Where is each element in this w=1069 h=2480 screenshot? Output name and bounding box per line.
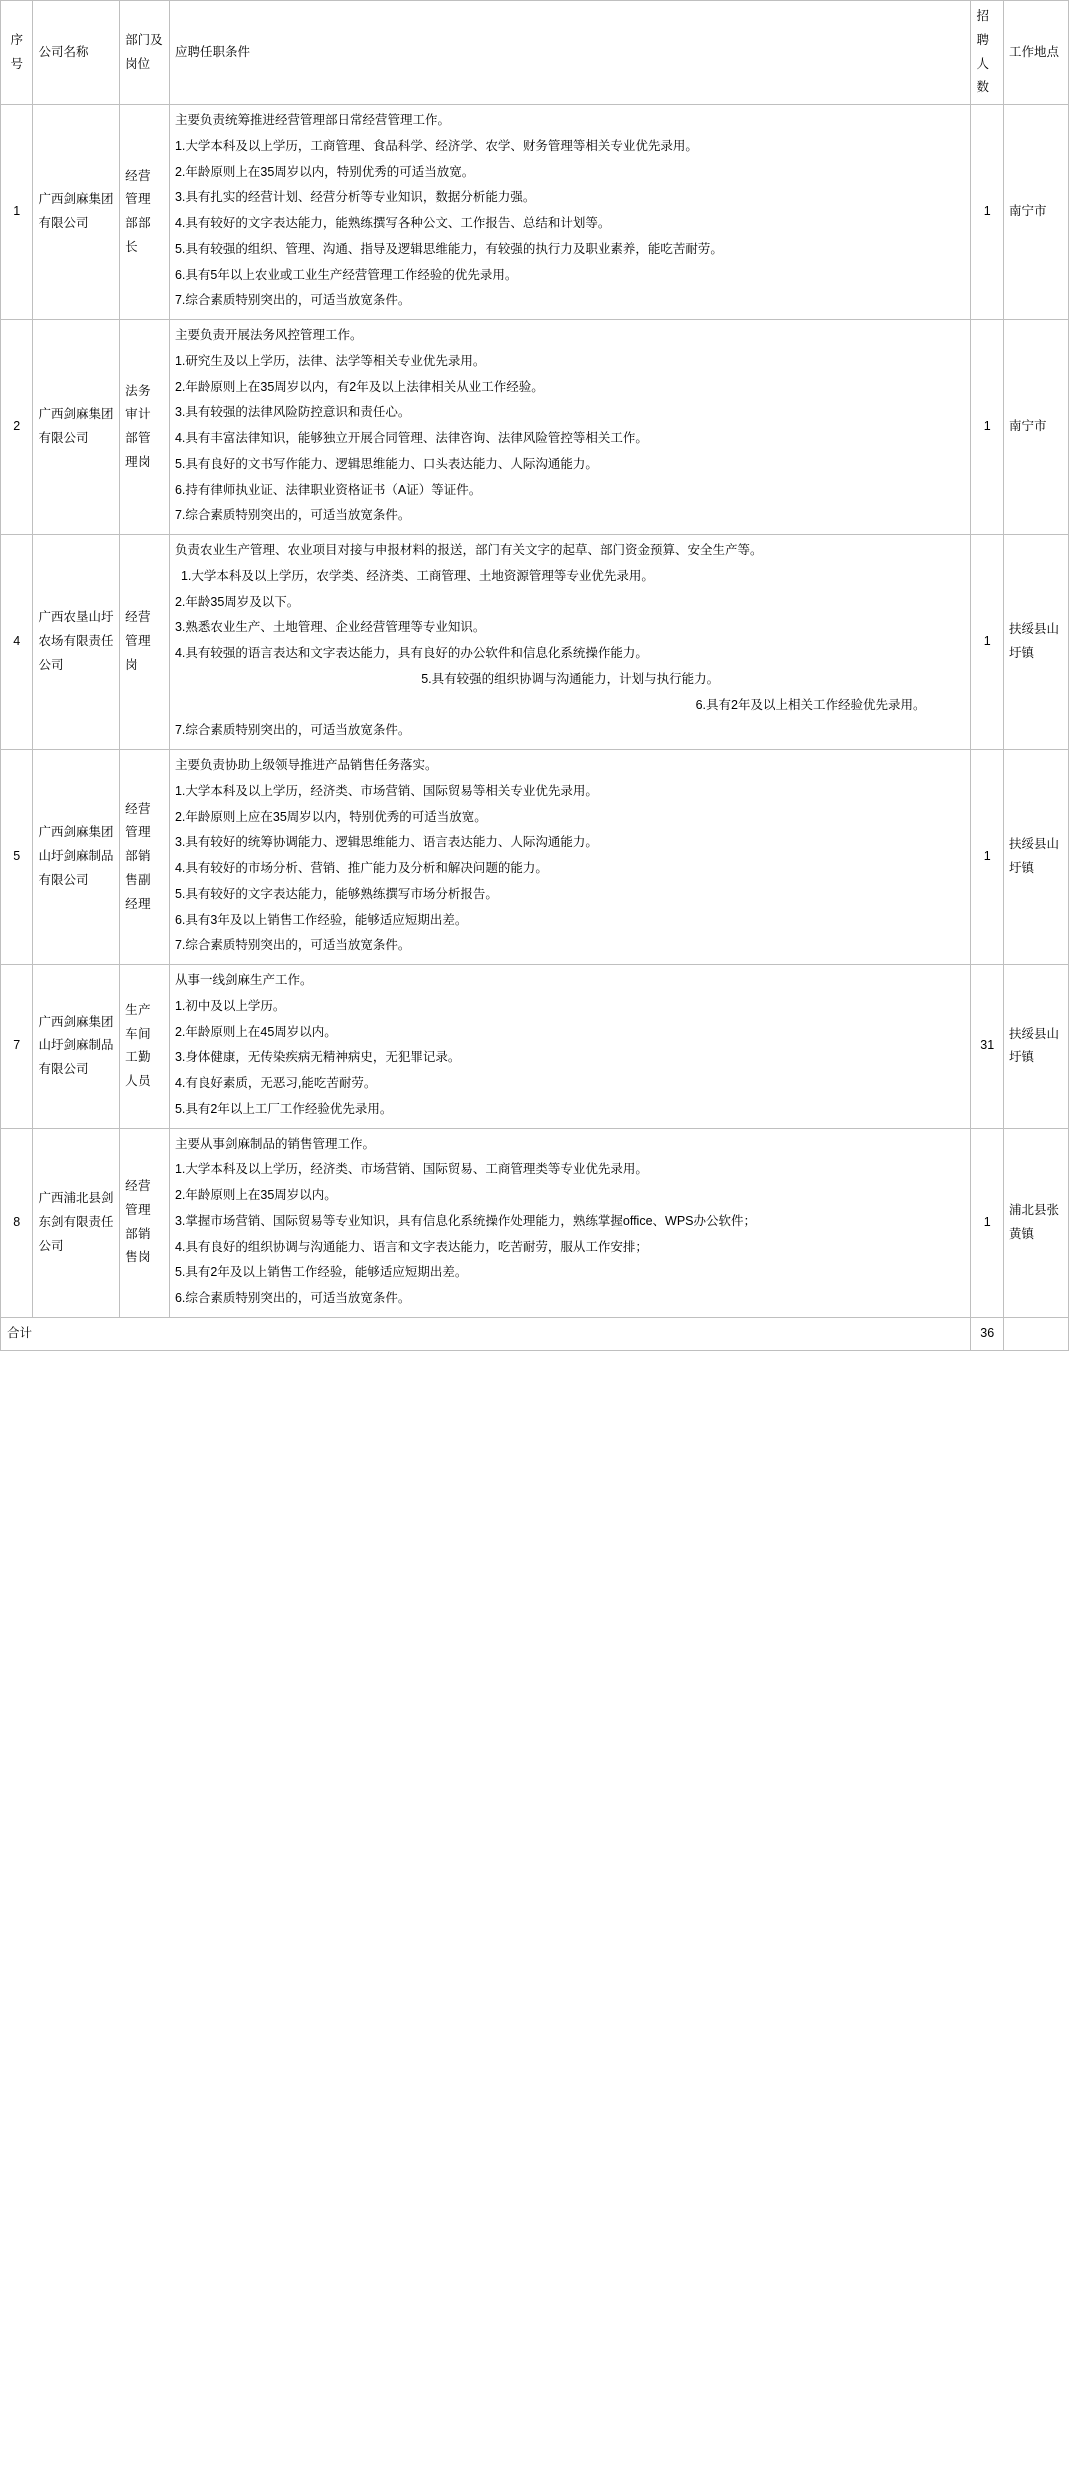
condition-line: 4.具有较好的市场分析、营销、推广能力及分析和解决问题的能力。: [174, 861, 548, 875]
condition-line: 5.具有2年及以上销售工作经验，能够适应短期出差。: [174, 1265, 468, 1280]
row-place: 浦北县张黄镇: [1003, 1128, 1068, 1317]
table-row: [1, 965, 1069, 1129]
header-company: 公司名称: [33, 1, 120, 105]
condition-line: 主要负责协助上级领导推进产品销售任务落实。: [174, 758, 438, 772]
condition-line: 1.大学本科及以上学历，农学类、经济类、工商管理、土地资源管理等专业优先录用。: [180, 568, 654, 583]
condition-line: 5.具有较好的文字表达能力，能够熟练撰写市场分析报告。: [174, 886, 498, 901]
row-company: 广西浦北县剑东剑有限责任公司: [33, 1128, 120, 1317]
row-company: 广西剑麻集团山圩剑麻制品有限公司: [33, 965, 120, 1129]
condition-line: 主要负责统筹推进经营管理部日常经营管理工作。: [174, 113, 450, 127]
condition-line: 4.有良好素质，无恶习,能吃苦耐劳。: [174, 1076, 377, 1090]
condition-line: 1.大学本科及以上学历，工商管理、食品科学、经济学、农学、财务管理等相关专业优先录用。: [174, 138, 698, 153]
row-count: 31: [971, 965, 1003, 1129]
row-count: 1: [971, 750, 1003, 965]
header-dept: 部门及岗位: [120, 1, 170, 105]
condition-line: 4.具有丰富法律知识，能够独立开展合同管理、法律咨询、法律风险管控等相关工作。: [174, 431, 648, 445]
table-row: [1, 1128, 1069, 1317]
row-conditions: [169, 965, 971, 1129]
header-row: [1, 1, 1069, 105]
table-row: [1, 320, 1069, 535]
condition-line: 5.具有良好的文书写作能力、逻辑思维能力、口头表达能力、人际沟通能力。: [174, 456, 598, 471]
row-company: 广西剑麻集团山圩剑麻制品有限公司: [33, 750, 120, 965]
condition-line: 6.具有2年及以上相关工作经验优先录用。: [695, 697, 926, 712]
row-no: 8: [1, 1128, 33, 1317]
condition-line: 3.具有较好的统筹协调能力、逻辑思维能力、语言表达能力、人际沟通能力。: [174, 835, 598, 850]
row-no: 5: [1, 750, 33, 965]
row-place: 扶绥县山圩镇: [1003, 750, 1068, 965]
condition-line: 7.综合素质特别突出的，可适当放宽条件。: [174, 938, 411, 953]
condition-line: 主要负责开展法务风控管理工作。: [174, 328, 363, 342]
header-place: 工作地点: [1003, 1, 1068, 105]
total-label: 合计: [1, 1317, 971, 1350]
row-count: 1: [971, 320, 1003, 535]
header-no: 序号: [1, 1, 33, 105]
row-dept: 经营管理部销售副经理: [120, 750, 170, 965]
row-dept: 经营管理部销售岗: [120, 1128, 170, 1317]
table-row: [1, 535, 1069, 750]
condition-line: 3.具有扎实的经营计划、经营分析等专业知识，数据分析能力强。: [174, 190, 536, 205]
total-count: 36: [971, 1317, 1003, 1350]
condition-line: 4.具有良好的组织协调与沟通能力、语言和文字表达能力，吃苦耐劳，服从工作安排；: [174, 1239, 648, 1254]
condition-line: 2.年龄35周岁及以下。: [174, 594, 300, 609]
condition-line: 7.综合素质特别突出的，可适当放宽条件。: [174, 293, 411, 308]
table-row: [1, 105, 1069, 320]
table-header: [1, 1, 1069, 105]
row-conditions: [169, 750, 971, 965]
condition-line: 从事一线剑麻生产工作。: [174, 973, 313, 987]
table-body: [1, 105, 1069, 1318]
row-no: 7: [1, 965, 33, 1129]
row-no: 2: [1, 320, 33, 535]
condition-line: 1.研究生及以上学历，法律、法学等相关专业优先录用。: [174, 353, 486, 368]
condition-line: 3.熟悉农业生产、土地管理、企业经营管理等专业知识。: [174, 620, 486, 635]
condition-line: 4.具有较好的文字表达能力，能熟练撰写各种公文、工作报告、总结和计划等。: [174, 216, 611, 230]
table-row: [1, 750, 1069, 965]
condition-line: 2.年龄原则上应在35周岁以内，特别优秀的可适当放宽。: [174, 809, 487, 824]
row-dept: 经营管理部部长: [120, 105, 170, 320]
header-count: 招聘人数: [971, 1, 1003, 105]
row-conditions: [169, 1128, 971, 1317]
condition-line: 5.具有较强的组织、管理、沟通、指导及逻辑思维能力，有较强的执行力及职业素养，能吃苦耐劳。: [174, 241, 723, 256]
total-place-empty: [1003, 1317, 1068, 1350]
row-company: 广西农垦山圩农场有限责任公司: [33, 535, 120, 750]
row-count: 1: [971, 535, 1003, 750]
row-place: 南宁市: [1003, 320, 1068, 535]
condition-line: 5.具有2年以上工厂工作经验优先录用。: [174, 1101, 393, 1116]
row-conditions: [169, 105, 971, 320]
row-conditions: [169, 535, 971, 750]
condition-line: 6.综合素质特别突出的，可适当放宽条件。: [174, 1291, 411, 1305]
condition-line: 2.年龄原则上在45周岁以内。: [174, 1024, 337, 1039]
row-dept: 生产车间工勤人员: [120, 965, 170, 1129]
condition-line: 负责农业生产管理、农业项目对接与申报材料的报送，部门有关文字的起草、部门资金预算、安全生产等。: [174, 543, 763, 557]
condition-line: 3.掌握市场营销、国际贸易等专业知识，具有信息化系统操作处理能力，熟练掌握office、WPS办公软件；: [174, 1213, 756, 1228]
row-no: 1: [1, 105, 33, 320]
condition-line: 2.年龄原则上在35周岁以内。: [174, 1188, 337, 1202]
header-conditions: 应聘任职条件: [169, 1, 971, 105]
condition-line: 4.具有较强的语言表达和文字表达能力，具有良好的办公软件和信息化系统操作能力。: [174, 646, 648, 660]
row-conditions: [169, 320, 971, 535]
condition-line: 5.具有较强的组织协调与沟通能力，计划与执行能力。: [421, 671, 720, 686]
condition-line: 2.年龄原则上在35周岁以内，特别优秀的可适当放宽。: [174, 164, 475, 179]
row-place: 南宁市: [1003, 105, 1068, 320]
row-dept: 经营管理岗: [120, 535, 170, 750]
condition-line: 1.大学本科及以上学历，经济类、市场营销、国际贸易、工商管理类等专业优先录用。: [174, 1162, 648, 1177]
condition-line: 6.具有3年及以上销售工作经验，能够适应短期出差。: [174, 912, 468, 927]
condition-line: 主要从事剑麻制品的销售管理工作。: [174, 1136, 375, 1151]
row-company: 广西剑麻集团有限公司: [33, 105, 120, 320]
total-row: [1, 1317, 1069, 1350]
condition-line: 7.综合素质特别突出的，可适当放宽条件。: [174, 508, 411, 523]
row-no: 4: [1, 535, 33, 750]
condition-line: 2.年龄原则上在35周岁以内，有2年及以上法律相关从业工作经验。: [174, 379, 544, 394]
condition-line: 6.持有律师执业证、法律职业资格证书（A证）等证件。: [174, 482, 482, 497]
condition-line: 3.具有较强的法律风险防控意识和责任心。: [174, 405, 411, 420]
row-place: 扶绥县山圩镇: [1003, 965, 1068, 1129]
row-count: 1: [971, 105, 1003, 320]
condition-line: 7.综合素质特别突出的，可适当放宽条件。: [174, 723, 411, 738]
condition-line: 6.具有5年以上农业或工业生产经营管理工作经验的优先录用。: [174, 267, 518, 282]
row-company: 广西剑麻集团有限公司: [33, 320, 120, 535]
table-footer: [1, 1317, 1069, 1350]
condition-line: 3.身体健康，无传染疾病无精神病史，无犯罪记录。: [174, 1050, 461, 1065]
row-dept: 法务审计部管理岗: [120, 320, 170, 535]
row-count: 1: [971, 1128, 1003, 1317]
row-place: 扶绥县山圩镇: [1003, 535, 1068, 750]
condition-line: 1.大学本科及以上学历，经济类、市场营销、国际贸易等相关专业优先录用。: [174, 783, 598, 798]
condition-line: 1.初中及以上学历。: [174, 998, 286, 1013]
